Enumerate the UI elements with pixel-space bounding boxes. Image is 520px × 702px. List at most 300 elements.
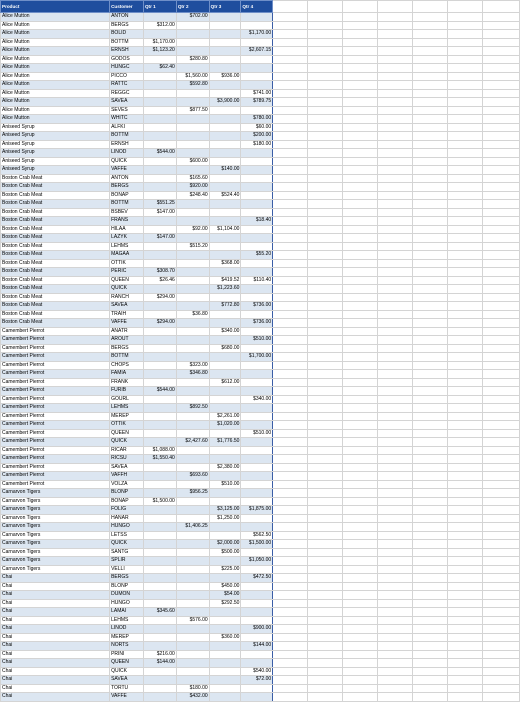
cell-customer[interactable]: FRANS — [110, 217, 144, 226]
empty-cell[interactable] — [343, 157, 378, 166]
empty-cell[interactable] — [273, 319, 308, 328]
empty-cell[interactable] — [377, 64, 412, 73]
cell-qtr-4[interactable]: $562.50 — [241, 531, 273, 540]
cell-qtr-3[interactable] — [209, 21, 241, 30]
empty-cell[interactable] — [343, 608, 378, 617]
cell-qtr-1[interactable] — [143, 327, 176, 336]
empty-cell[interactable] — [273, 149, 308, 158]
cell-customer[interactable]: VAFFE — [110, 166, 144, 175]
empty-cell[interactable] — [482, 387, 519, 396]
cell-qtr-4[interactable]: $144.00 — [241, 642, 273, 651]
cell-qtr-1[interactable] — [143, 336, 176, 345]
empty-cell[interactable] — [447, 582, 482, 591]
cell-customer[interactable]: CHOPS — [110, 361, 144, 370]
cell-qtr-4[interactable] — [241, 13, 273, 22]
empty-cell[interactable] — [343, 21, 378, 30]
cell-customer[interactable]: FURIB — [110, 387, 144, 396]
cell-qtr-2[interactable] — [176, 89, 209, 98]
empty-cell[interactable] — [447, 268, 482, 277]
cell-qtr-2[interactable] — [176, 259, 209, 268]
empty-cell[interactable] — [412, 659, 447, 668]
empty-cell[interactable] — [447, 642, 482, 651]
cell-qtr-3[interactable] — [209, 523, 241, 532]
empty-cell[interactable] — [377, 166, 412, 175]
empty-cell[interactable] — [482, 327, 519, 336]
cell-qtr-1[interactable] — [143, 259, 176, 268]
empty-cell[interactable] — [377, 693, 412, 702]
cell-product[interactable]: Boston Crab Meat — [1, 242, 110, 251]
empty-cell[interactable] — [377, 353, 412, 362]
cell-qtr-1[interactable]: $294.00 — [143, 319, 176, 328]
empty-cell[interactable] — [273, 497, 308, 506]
cell-qtr-2[interactable] — [176, 463, 209, 472]
empty-cell[interactable] — [412, 523, 447, 532]
empty-cell[interactable] — [447, 599, 482, 608]
empty-cell[interactable] — [273, 225, 308, 234]
empty-cell[interactable] — [308, 310, 343, 319]
cell-qtr-1[interactable] — [143, 463, 176, 472]
cell-qtr-3[interactable] — [209, 684, 241, 693]
cell-qtr-3[interactable]: $225.00 — [209, 565, 241, 574]
empty-cell[interactable] — [377, 421, 412, 430]
cell-qtr-4[interactable] — [241, 463, 273, 472]
cell-product[interactable]: Chai — [1, 574, 110, 583]
empty-cell[interactable] — [343, 565, 378, 574]
cell-qtr-2[interactable] — [176, 659, 209, 668]
empty-cell[interactable] — [412, 540, 447, 549]
cell-product[interactable]: Alice Mutton — [1, 55, 110, 64]
cell-customer[interactable]: BOTTM — [110, 38, 144, 47]
cell-customer[interactable]: FAMIA — [110, 370, 144, 379]
empty-cell[interactable] — [273, 446, 308, 455]
empty-cell[interactable] — [377, 208, 412, 217]
cell-qtr-4[interactable] — [241, 200, 273, 209]
empty-cell[interactable] — [447, 13, 482, 22]
cell-customer[interactable]: ERNSH — [110, 140, 144, 149]
empty-cell[interactable] — [308, 276, 343, 285]
empty-cell[interactable] — [412, 98, 447, 107]
empty-cell[interactable] — [308, 30, 343, 39]
cell-product[interactable]: Carnarvon Tigers — [1, 565, 110, 574]
cell-product[interactable]: Carnarvon Tigers — [1, 506, 110, 515]
empty-cell[interactable] — [343, 438, 378, 447]
cell-qtr-4[interactable]: $1,875.00 — [241, 506, 273, 515]
empty-cell[interactable] — [273, 72, 308, 81]
empty-cell[interactable] — [377, 293, 412, 302]
empty-cell[interactable] — [343, 285, 378, 294]
empty-cell[interactable] — [377, 378, 412, 387]
cell-product[interactable]: Carnarvon Tigers — [1, 557, 110, 566]
cell-customer[interactable]: BLONP — [110, 582, 144, 591]
empty-cell[interactable] — [308, 13, 343, 22]
cell-qtr-2[interactable]: $1,406.25 — [176, 523, 209, 532]
empty-cell[interactable] — [377, 302, 412, 311]
empty-cell[interactable] — [482, 421, 519, 430]
empty-cell[interactable] — [482, 591, 519, 600]
empty-cell[interactable] — [447, 659, 482, 668]
cell-qtr-3[interactable] — [209, 55, 241, 64]
empty-cell[interactable] — [482, 319, 519, 328]
empty-cell[interactable] — [482, 106, 519, 115]
cell-product[interactable]: Camembert Pierrot — [1, 472, 110, 481]
cell-product[interactable]: Boston Crab Meat — [1, 251, 110, 260]
empty-cell[interactable] — [447, 353, 482, 362]
empty-cell[interactable] — [273, 412, 308, 421]
cell-qtr-3[interactable]: $2,380.00 — [209, 463, 241, 472]
empty-cell[interactable] — [482, 123, 519, 132]
cell-qtr-1[interactable] — [143, 157, 176, 166]
cell-qtr-1[interactable] — [143, 115, 176, 124]
cell-qtr-4[interactable]: $2,607.15 — [241, 47, 273, 56]
empty-cell[interactable] — [447, 591, 482, 600]
cell-qtr-3[interactable]: $680.00 — [209, 344, 241, 353]
cell-qtr-2[interactable] — [176, 574, 209, 583]
empty-cell[interactable] — [308, 667, 343, 676]
cell-qtr-2[interactable] — [176, 276, 209, 285]
cell-qtr-2[interactable] — [176, 344, 209, 353]
empty-cell[interactable] — [343, 149, 378, 158]
empty-cell[interactable] — [273, 557, 308, 566]
cell-qtr-3[interactable] — [209, 319, 241, 328]
empty-cell[interactable] — [308, 285, 343, 294]
cell-qtr-1[interactable] — [143, 310, 176, 319]
empty-cell[interactable] — [412, 463, 447, 472]
empty-cell[interactable] — [343, 72, 378, 81]
cell-qtr-1[interactable]: $1,088.00 — [143, 446, 176, 455]
cell-qtr-3[interactable] — [209, 13, 241, 22]
cell-qtr-3[interactable] — [209, 557, 241, 566]
cell-customer[interactable]: MEREP — [110, 412, 144, 421]
empty-cell[interactable] — [273, 531, 308, 540]
empty-cell[interactable] — [343, 395, 378, 404]
empty-cell[interactable] — [482, 667, 519, 676]
empty-cell[interactable] — [447, 38, 482, 47]
empty-cell[interactable] — [447, 21, 482, 30]
cell-qtr-1[interactable] — [143, 225, 176, 234]
cell-qtr-2[interactable] — [176, 506, 209, 515]
empty-cell[interactable] — [343, 98, 378, 107]
cell-qtr-2[interactable] — [176, 412, 209, 421]
cell-qtr-3[interactable]: $612.00 — [209, 378, 241, 387]
cell-qtr-2[interactable] — [176, 548, 209, 557]
empty-cell[interactable] — [343, 208, 378, 217]
cell-product[interactable]: Camembert Pierrot — [1, 387, 110, 396]
cell-qtr-1[interactable]: $308.70 — [143, 268, 176, 277]
empty-cell[interactable] — [482, 438, 519, 447]
empty-cell[interactable] — [273, 285, 308, 294]
empty-cell[interactable] — [377, 157, 412, 166]
empty-cell[interactable] — [273, 327, 308, 336]
cell-qtr-4[interactable]: $789.75 — [241, 98, 273, 107]
empty-cell[interactable] — [273, 217, 308, 226]
empty-cell[interactable] — [482, 30, 519, 39]
cell-product[interactable]: Camembert Pierrot — [1, 463, 110, 472]
empty-cell[interactable] — [447, 463, 482, 472]
empty-cell[interactable] — [412, 650, 447, 659]
empty-cell[interactable] — [377, 259, 412, 268]
cell-customer[interactable]: SAVEA — [110, 302, 144, 311]
empty-cell[interactable] — [447, 446, 482, 455]
empty-cell[interactable] — [377, 667, 412, 676]
empty-cell[interactable] — [377, 174, 412, 183]
empty-cell[interactable] — [377, 183, 412, 192]
cell-product[interactable]: Boston Crab Meat — [1, 200, 110, 209]
empty-cell[interactable] — [308, 191, 343, 200]
cell-qtr-1[interactable]: $216.00 — [143, 650, 176, 659]
empty-cell[interactable] — [343, 191, 378, 200]
cell-qtr-4[interactable] — [241, 242, 273, 251]
empty-cell[interactable] — [308, 472, 343, 481]
empty-cell[interactable] — [412, 140, 447, 149]
empty-cell[interactable] — [412, 497, 447, 506]
cell-product[interactable]: Chai — [1, 642, 110, 651]
empty-cell[interactable] — [412, 89, 447, 98]
empty-cell[interactable] — [343, 659, 378, 668]
empty-cell[interactable] — [377, 455, 412, 464]
empty-cell[interactable] — [482, 115, 519, 124]
empty-cell[interactable] — [482, 472, 519, 481]
empty-cell[interactable] — [343, 667, 378, 676]
empty-cell[interactable] — [273, 429, 308, 438]
empty-cell[interactable] — [412, 200, 447, 209]
empty-cell[interactable] — [447, 217, 482, 226]
cell-qtr-4[interactable] — [241, 387, 273, 396]
empty-cell[interactable] — [273, 208, 308, 217]
cell-qtr-2[interactable] — [176, 302, 209, 311]
empty-cell[interactable] — [412, 166, 447, 175]
cell-qtr-1[interactable] — [143, 548, 176, 557]
empty-cell[interactable] — [343, 276, 378, 285]
empty-cell[interactable] — [377, 149, 412, 158]
empty-cell[interactable] — [273, 506, 308, 515]
cell-qtr-3[interactable] — [209, 404, 241, 413]
empty-cell[interactable] — [447, 115, 482, 124]
cell-qtr-2[interactable] — [176, 429, 209, 438]
cell-qtr-2[interactable] — [176, 608, 209, 617]
empty-cell[interactable] — [343, 251, 378, 260]
cell-qtr-2[interactable] — [176, 633, 209, 642]
empty-cell[interactable] — [343, 531, 378, 540]
empty-cell[interactable] — [482, 157, 519, 166]
empty-cell[interactable] — [273, 387, 308, 396]
cell-qtr-1[interactable] — [143, 55, 176, 64]
empty-cell[interactable] — [308, 574, 343, 583]
empty-cell[interactable] — [447, 676, 482, 685]
cell-qtr-4[interactable] — [241, 565, 273, 574]
empty-cell[interactable] — [377, 395, 412, 404]
empty-cell[interactable] — [482, 47, 519, 56]
cell-product[interactable]: Camembert Pierrot — [1, 378, 110, 387]
cell-product[interactable]: Camembert Pierrot — [1, 412, 110, 421]
empty-cell[interactable] — [273, 616, 308, 625]
empty-cell[interactable] — [343, 429, 378, 438]
empty-cell[interactable] — [447, 55, 482, 64]
empty-cell[interactable] — [412, 285, 447, 294]
cell-qtr-3[interactable] — [209, 608, 241, 617]
cell-customer[interactable]: HUNGC — [110, 64, 144, 73]
cell-qtr-4[interactable]: $472.50 — [241, 574, 273, 583]
cell-qtr-3[interactable] — [209, 472, 241, 481]
cell-qtr-1[interactable] — [143, 616, 176, 625]
empty-cell[interactable] — [343, 404, 378, 413]
cell-qtr-4[interactable] — [241, 166, 273, 175]
cell-qtr-3[interactable] — [209, 174, 241, 183]
cell-qtr-2[interactable] — [176, 217, 209, 226]
cell-qtr-1[interactable] — [143, 693, 176, 702]
empty-cell[interactable] — [447, 251, 482, 260]
empty-cell[interactable] — [308, 684, 343, 693]
cell-qtr-3[interactable]: $2,000.00 — [209, 540, 241, 549]
cell-product[interactable]: Carnarvon Tigers — [1, 489, 110, 498]
cell-customer[interactable]: QUICK — [110, 285, 144, 294]
empty-cell[interactable] — [412, 676, 447, 685]
cell-qtr-3[interactable] — [209, 268, 241, 277]
empty-cell[interactable] — [412, 251, 447, 260]
empty-cell[interactable] — [412, 81, 447, 90]
cell-product[interactable]: Alice Mutton — [1, 21, 110, 30]
empty-cell[interactable] — [482, 149, 519, 158]
empty-cell[interactable] — [482, 336, 519, 345]
empty-cell[interactable] — [447, 191, 482, 200]
empty-cell[interactable] — [447, 650, 482, 659]
cell-product[interactable]: Chai — [1, 599, 110, 608]
empty-cell[interactable] — [343, 166, 378, 175]
cell-qtr-2[interactable]: $280.80 — [176, 55, 209, 64]
empty-cell[interactable] — [273, 633, 308, 642]
empty-cell[interactable] — [343, 183, 378, 192]
cell-qtr-2[interactable] — [176, 676, 209, 685]
empty-cell[interactable] — [343, 268, 378, 277]
empty-cell[interactable] — [377, 506, 412, 515]
empty-cell[interactable] — [447, 319, 482, 328]
cell-qtr-4[interactable] — [241, 149, 273, 158]
cell-product[interactable]: Aniseed Syrup — [1, 157, 110, 166]
empty-cell[interactable] — [343, 47, 378, 56]
empty-cell[interactable] — [343, 633, 378, 642]
cell-customer[interactable]: QUEEN — [110, 276, 144, 285]
empty-cell[interactable] — [273, 438, 308, 447]
cell-product[interactable]: Boston Crab Meat — [1, 259, 110, 268]
cell-qtr-3[interactable]: $340.00 — [209, 327, 241, 336]
cell-qtr-3[interactable]: $450.00 — [209, 582, 241, 591]
cell-qtr-2[interactable]: $892.50 — [176, 404, 209, 413]
cell-qtr-4[interactable] — [241, 225, 273, 234]
cell-product[interactable]: Alice Mutton — [1, 38, 110, 47]
empty-cell[interactable] — [273, 234, 308, 243]
empty-cell[interactable] — [273, 174, 308, 183]
cell-qtr-4[interactable] — [241, 285, 273, 294]
empty-cell[interactable] — [482, 531, 519, 540]
empty-cell[interactable] — [482, 200, 519, 209]
empty-cell[interactable] — [482, 285, 519, 294]
cell-qtr-1[interactable] — [143, 540, 176, 549]
empty-cell[interactable] — [482, 557, 519, 566]
cell-customer[interactable]: GOURL — [110, 395, 144, 404]
cell-qtr-4[interactable] — [241, 106, 273, 115]
cell-qtr-3[interactable]: $360.00 — [209, 633, 241, 642]
cell-customer[interactable]: BLONP — [110, 489, 144, 498]
cell-customer[interactable]: FRANK — [110, 378, 144, 387]
cell-qtr-3[interactable] — [209, 395, 241, 404]
cell-qtr-2[interactable] — [176, 336, 209, 345]
cell-customer[interactable]: VAFFE — [110, 319, 144, 328]
cell-customer[interactable]: HILAA — [110, 225, 144, 234]
empty-cell[interactable] — [308, 591, 343, 600]
empty-cell[interactable] — [377, 115, 412, 124]
empty-cell[interactable] — [377, 361, 412, 370]
cell-qtr-3[interactable]: $772.80 — [209, 302, 241, 311]
empty-cell[interactable] — [273, 132, 308, 141]
cell-qtr-3[interactable] — [209, 429, 241, 438]
cell-qtr-1[interactable] — [143, 480, 176, 489]
empty-cell[interactable] — [482, 404, 519, 413]
cell-customer[interactable]: QUEEN — [110, 659, 144, 668]
cell-qtr-2[interactable] — [176, 497, 209, 506]
cell-qtr-3[interactable]: $936.00 — [209, 72, 241, 81]
empty-cell[interactable] — [412, 183, 447, 192]
cell-qtr-2[interactable] — [176, 421, 209, 430]
cell-qtr-1[interactable] — [143, 361, 176, 370]
empty-cell[interactable] — [273, 361, 308, 370]
header-qtr-3[interactable]: Qtr 3 — [209, 1, 241, 13]
empty-cell[interactable] — [273, 565, 308, 574]
empty-cell[interactable] — [412, 574, 447, 583]
cell-product[interactable]: Aniseed Syrup — [1, 149, 110, 158]
cell-customer[interactable]: LEHMS — [110, 242, 144, 251]
empty-cell[interactable] — [412, 565, 447, 574]
cell-qtr-1[interactable]: $1,550.40 — [143, 455, 176, 464]
empty-cell[interactable] — [377, 123, 412, 132]
empty-cell[interactable] — [447, 625, 482, 634]
empty-cell[interactable] — [412, 55, 447, 64]
cell-customer[interactable]: VAFFE — [110, 693, 144, 702]
cell-customer[interactable]: DUMON — [110, 591, 144, 600]
cell-qtr-3[interactable] — [209, 676, 241, 685]
empty-cell[interactable] — [308, 259, 343, 268]
cell-qtr-2[interactable]: $600.00 — [176, 157, 209, 166]
cell-qtr-4[interactable]: $55.20 — [241, 251, 273, 260]
empty-header-cell[interactable] — [447, 1, 482, 13]
cell-qtr-3[interactable] — [209, 81, 241, 90]
empty-cell[interactable] — [377, 642, 412, 651]
empty-cell[interactable] — [343, 225, 378, 234]
empty-cell[interactable] — [412, 47, 447, 56]
cell-qtr-3[interactable]: $54.00 — [209, 591, 241, 600]
cell-qtr-1[interactable] — [143, 531, 176, 540]
empty-cell[interactable] — [308, 438, 343, 447]
cell-customer[interactable]: QUICK — [110, 157, 144, 166]
cell-qtr-1[interactable] — [143, 395, 176, 404]
cell-product[interactable]: Aniseed Syrup — [1, 166, 110, 175]
empty-cell[interactable] — [482, 259, 519, 268]
empty-cell[interactable] — [447, 132, 482, 141]
empty-cell[interactable] — [273, 183, 308, 192]
empty-cell[interactable] — [412, 404, 447, 413]
empty-cell[interactable] — [343, 506, 378, 515]
cell-qtr-4[interactable]: $110.40 — [241, 276, 273, 285]
cell-qtr-2[interactable]: $1,560.00 — [176, 72, 209, 81]
cell-qtr-2[interactable]: $515.20 — [176, 242, 209, 251]
cell-customer[interactable]: AROUT — [110, 336, 144, 345]
cell-product[interactable]: Camembert Pierrot — [1, 429, 110, 438]
cell-qtr-4[interactable] — [241, 310, 273, 319]
empty-cell[interactable] — [482, 268, 519, 277]
empty-cell[interactable] — [273, 353, 308, 362]
empty-cell[interactable] — [412, 446, 447, 455]
cell-qtr-4[interactable] — [241, 633, 273, 642]
cell-qtr-2[interactable] — [176, 642, 209, 651]
cell-qtr-3[interactable]: $419.52 — [209, 276, 241, 285]
